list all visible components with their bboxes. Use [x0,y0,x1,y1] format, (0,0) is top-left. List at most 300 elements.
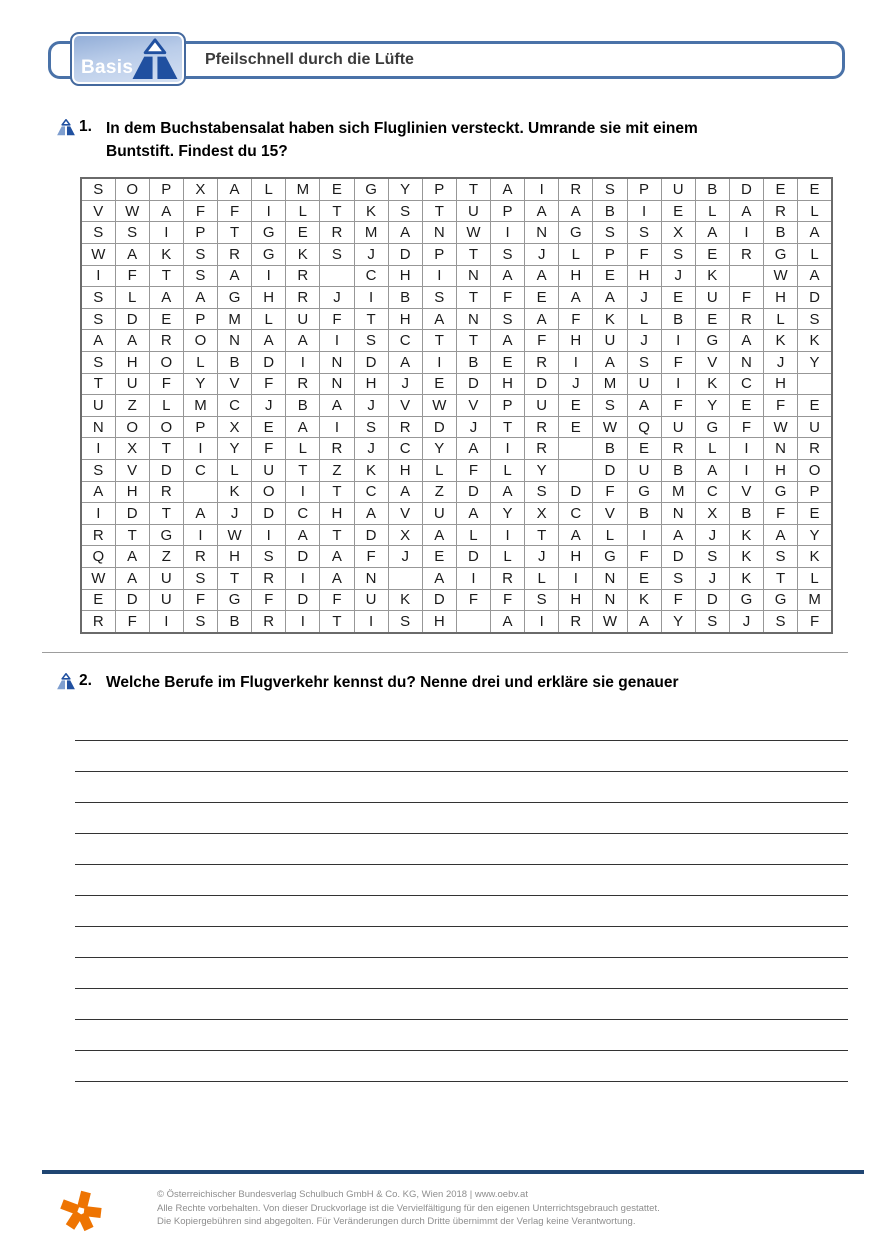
grid-cell: U [422,503,456,525]
grid-cell: R [388,416,422,438]
grid-cell: E [661,200,695,222]
grid-cell: G [764,481,798,503]
grid-cell: K [593,308,627,330]
grid-cell: K [729,546,763,568]
grid-cell: K [149,243,183,265]
grid-row [81,503,832,525]
grid-cell: O [149,351,183,373]
grid-cell: A [149,200,183,222]
grid-cell: I [183,524,217,546]
grid-cell: I [422,265,456,287]
grid-cell: V [115,460,149,482]
grid-cell: F [525,330,559,352]
grid-cell: A [559,287,593,309]
grid-cell: B [388,287,422,309]
grid-cell: T [218,568,252,590]
grid-cell: S [695,546,729,568]
grid-cell: E [422,546,456,568]
grid-cell: C [354,481,388,503]
grid-cell: I [252,265,286,287]
grid-cell: F [559,308,593,330]
grid-cell: S [81,351,115,373]
grid-cell: A [218,265,252,287]
grid-cell: D [729,178,763,200]
grid-cell: D [115,308,149,330]
grid-cell: R [491,568,525,590]
grid-row [81,395,832,417]
grid-row [81,438,832,460]
grid-cell: L [183,351,217,373]
grid-cell: X [388,524,422,546]
grid-cell: W [764,265,798,287]
grid-cell: L [115,287,149,309]
answer-line [75,926,848,927]
grid-row [81,243,832,265]
answer-line [75,988,848,989]
grid-cell: B [218,351,252,373]
grid-cell: E [798,395,832,417]
grid-cell [320,265,354,287]
grid-cell: O [798,460,832,482]
grid-cell: E [661,287,695,309]
task2-pyramid-icon [56,673,76,690]
grid-cell: U [798,416,832,438]
grid-cell: N [661,503,695,525]
grid-cell: E [627,438,661,460]
grid-cell: Y [661,611,695,633]
grid-cell: H [115,351,149,373]
grid-cell: J [218,503,252,525]
grid-cell: U [627,460,661,482]
grid-cell: C [559,503,593,525]
grid-cell: S [525,481,559,503]
grid-cell: D [354,524,388,546]
answer-line [75,1019,848,1020]
grid-cell: S [422,287,456,309]
grid-cell: N [456,265,490,287]
grid-cell: P [422,178,456,200]
grid-cell: Y [491,503,525,525]
footer-copyright: © Österreichischer Bundesverlag Schulbuch GmbH & Co. KG, Wien 2018 | www.oebv.at [157,1189,528,1200]
grid-cell: V [388,395,422,417]
grid-cell: I [661,330,695,352]
grid-cell: S [491,308,525,330]
grid-cell: S [388,200,422,222]
grid-cell: F [764,503,798,525]
grid-cell: X [525,503,559,525]
grid-cell: M [798,589,832,611]
grid-cell: I [252,524,286,546]
grid-cell: O [183,330,217,352]
grid-cell: K [695,265,729,287]
grid-cell: A [320,546,354,568]
grid-cell: B [661,460,695,482]
grid-cell: B [593,200,627,222]
grid-cell: D [695,589,729,611]
grid-cell: R [286,373,320,395]
grid-row [81,178,832,200]
grid-cell: A [354,503,388,525]
grid-cell: R [183,546,217,568]
grid-cell: I [320,416,354,438]
grid-cell: I [491,222,525,244]
grid-cell: W [115,200,149,222]
answer-line [75,833,848,834]
grid-cell: D [252,351,286,373]
grid-cell: A [115,568,149,590]
grid-cell: T [149,265,183,287]
grid-cell: A [525,308,559,330]
grid-cell: Y [798,351,832,373]
grid-cell: L [491,460,525,482]
grid-cell: Y [218,438,252,460]
grid-cell: A [729,330,763,352]
grid-cell: V [388,503,422,525]
grid-cell: S [525,589,559,611]
grid-cell: T [149,503,183,525]
grid-cell: A [286,416,320,438]
grid-cell: I [149,222,183,244]
grid-cell: J [525,243,559,265]
grid-cell: R [525,351,559,373]
grid-cell: S [81,222,115,244]
grid-cell: I [286,568,320,590]
grid-cell: U [525,395,559,417]
grid-row [81,481,832,503]
grid-cell: J [456,416,490,438]
grid-cell: K [354,460,388,482]
grid-cell: N [593,589,627,611]
grid-cell: L [798,200,832,222]
grid-cell: T [456,243,490,265]
answer-line [75,740,848,741]
grid-cell: R [525,416,559,438]
grid-cell: A [491,330,525,352]
grid-cell: A [422,568,456,590]
grid-cell: J [388,546,422,568]
grid-cell: E [559,395,593,417]
grid-cell: F [593,481,627,503]
grid-cell: A [81,481,115,503]
grid-cell: E [320,178,354,200]
grid-cell: J [627,287,661,309]
grid-cell: F [661,395,695,417]
grid-cell: X [695,503,729,525]
grid-cell: N [593,568,627,590]
grid-cell: I [286,481,320,503]
grid-cell: U [456,200,490,222]
grid-cell: A [456,503,490,525]
grid-cell: R [81,524,115,546]
grid-cell: B [218,611,252,633]
grid-cell: L [764,308,798,330]
grid-cell: I [456,568,490,590]
grid-cell: H [422,611,456,633]
grid-cell: U [149,589,183,611]
grid-cell: R [252,611,286,633]
grid-cell: D [559,481,593,503]
grid-cell: A [627,611,661,633]
grid-cell: S [81,460,115,482]
grid-cell: D [388,243,422,265]
grid-cell: K [764,330,798,352]
grid-cell: T [456,287,490,309]
grid-cell: T [422,200,456,222]
grid-cell: R [661,438,695,460]
grid-cell: I [627,524,661,546]
grid-cell: A [115,243,149,265]
grid-cell: I [286,611,320,633]
grid-cell: D [593,460,627,482]
task2-text: Welche Berufe im Flugverkehr kennst du? Nenne drei und erkläre sie genauer [106,674,679,691]
grid-cell: L [252,178,286,200]
grid-cell: N [81,416,115,438]
grid-cell: I [422,351,456,373]
grid-cell: R [218,243,252,265]
grid-cell: U [252,460,286,482]
basis-badge [70,32,186,86]
grid-cell: H [320,503,354,525]
grid-cell: F [149,373,183,395]
grid-cell: L [627,308,661,330]
grid-cell: L [695,200,729,222]
task1-number: 1. [79,118,92,135]
badge-label: Basis [81,57,134,78]
grid-cell: R [149,330,183,352]
grid-cell: I [525,178,559,200]
grid-cell: F [252,438,286,460]
grid-cell: K [286,243,320,265]
grid-cell: F [320,589,354,611]
grid-cell: H [388,460,422,482]
footer-notice: Die Kopiergebühren sind abgegolten. Für Veränderungen durch Dritte übernimmt der Verlag keine Verantwortung. [157,1216,636,1227]
footer-rule [42,1170,864,1174]
grid-cell: A [593,287,627,309]
grid-cell [729,265,763,287]
grid-cell: U [695,287,729,309]
grid-cell: X [115,438,149,460]
grid-cell: K [388,589,422,611]
grid-cell: W [593,611,627,633]
grid-cell: X [661,222,695,244]
grid-cell: P [183,308,217,330]
grid-cell: K [798,546,832,568]
grid-row [81,330,832,352]
grid-cell: I [729,438,763,460]
grid-cell: H [559,546,593,568]
grid-cell: K [218,481,252,503]
grid-cell: V [218,373,252,395]
answer-line [75,802,848,803]
grid-cell: L [559,243,593,265]
grid-cell: E [525,287,559,309]
grid-cell: D [286,546,320,568]
grid-cell: A [115,546,149,568]
grid-cell: G [218,589,252,611]
grid-cell: F [183,200,217,222]
grid-cell: B [286,395,320,417]
grid-cell: R [252,568,286,590]
grid-cell: E [593,265,627,287]
grid-cell: J [729,611,763,633]
grid-cell: F [729,287,763,309]
grid-cell: S [320,243,354,265]
grid-cell: E [422,373,456,395]
grid-cell: T [491,416,525,438]
grid-cell: O [115,178,149,200]
grid-cell: M [354,222,388,244]
grid-row [81,524,832,546]
pyramid-logo-icon [130,38,180,81]
task2-number: 2. [79,672,92,689]
page-title: Pfeilschnell durch die Lüfte [205,51,414,68]
grid-cell: V [81,200,115,222]
grid-cell: A [183,503,217,525]
grid-cell: M [593,373,627,395]
grid-cell: S [627,351,661,373]
grid-cell: H [388,308,422,330]
grid-cell: A [491,265,525,287]
grid-cell: J [661,265,695,287]
grid-cell [559,460,593,482]
grid-cell: U [149,568,183,590]
grid-cell: I [491,438,525,460]
grid-cell: F [456,460,490,482]
grid-cell: J [252,395,286,417]
grid-cell: B [627,503,661,525]
grid-cell: R [729,308,763,330]
grid-cell: D [115,503,149,525]
grid-cell: G [218,287,252,309]
grid-cell: A [320,395,354,417]
grid-cell: J [354,438,388,460]
grid-cell: F [115,611,149,633]
grid-cell: M [286,178,320,200]
grid-cell: L [456,524,490,546]
grid-cell: Y [525,460,559,482]
grid-cell: T [286,460,320,482]
grid-cell: A [593,351,627,373]
grid-cell: F [627,243,661,265]
grid-cell: L [798,568,832,590]
grid-cell: J [388,373,422,395]
grid-cell: I [320,330,354,352]
grid-cell: G [695,416,729,438]
grid-cell: V [593,503,627,525]
grid-row [81,460,832,482]
grid-cell: H [388,265,422,287]
grid-cell: T [218,222,252,244]
grid-cell: G [354,178,388,200]
grid-cell: C [695,481,729,503]
grid-cell: Z [115,395,149,417]
grid-cell: O [115,416,149,438]
grid-cell: A [218,178,252,200]
grid-cell: S [627,222,661,244]
grid-cell: G [252,243,286,265]
grid-row [81,222,832,244]
grid-cell: R [798,438,832,460]
grid-cell: K [354,200,388,222]
grid-row [81,373,832,395]
grid-row [81,351,832,373]
grid-cell: R [320,438,354,460]
grid-cell: C [218,395,252,417]
grid-cell: R [559,611,593,633]
grid-cell: J [354,395,388,417]
grid-cell: I [252,200,286,222]
grid-cell: A [286,330,320,352]
grid-cell: W [422,395,456,417]
grid-cell: A [115,330,149,352]
grid-cell: H [764,373,798,395]
grid-cell: R [559,178,593,200]
task1-pyramid-icon [56,119,76,136]
grid-cell: L [149,395,183,417]
grid-cell: Q [81,546,115,568]
grid-cell: B [661,308,695,330]
grid-cell: W [593,416,627,438]
grid-cell: G [695,330,729,352]
grid-row [81,308,832,330]
grid-cell: S [695,611,729,633]
grid-cell: I [149,611,183,633]
grid-cell: A [729,200,763,222]
answer-line [75,771,848,772]
grid-cell: S [764,611,798,633]
grid-cell: R [320,222,354,244]
grid-cell: Y [388,178,422,200]
grid-cell: N [354,568,388,590]
grid-cell: F [798,611,832,633]
grid-cell: T [320,524,354,546]
grid-cell: I [627,200,661,222]
grid-cell: D [456,481,490,503]
grid-cell: S [764,546,798,568]
grid-cell: E [252,416,286,438]
grid-cell: O [252,481,286,503]
grid-cell: X [183,178,217,200]
grid-cell: K [729,568,763,590]
grid-cell: R [525,438,559,460]
grid-cell [388,568,422,590]
grid-cell: S [183,265,217,287]
grid-cell: P [798,481,832,503]
grid-cell: U [661,178,695,200]
answer-line [75,957,848,958]
grid-cell: V [695,351,729,373]
grid-cell: H [764,287,798,309]
grid-cell: T [456,330,490,352]
grid-cell: F [729,416,763,438]
grid-row [81,589,832,611]
grid-cell: A [525,265,559,287]
grid-cell: E [798,178,832,200]
answer-line [75,864,848,865]
grid-cell: P [183,416,217,438]
grid-cell: D [422,589,456,611]
grid-cell: A [388,481,422,503]
grid-cell: F [491,287,525,309]
grid-cell: Z [320,460,354,482]
grid-cell: G [764,589,798,611]
grid-cell: N [764,438,798,460]
grid-cell: E [81,589,115,611]
grid-cell: D [798,287,832,309]
grid-cell: H [218,546,252,568]
grid-cell: W [81,243,115,265]
grid-cell: J [695,568,729,590]
